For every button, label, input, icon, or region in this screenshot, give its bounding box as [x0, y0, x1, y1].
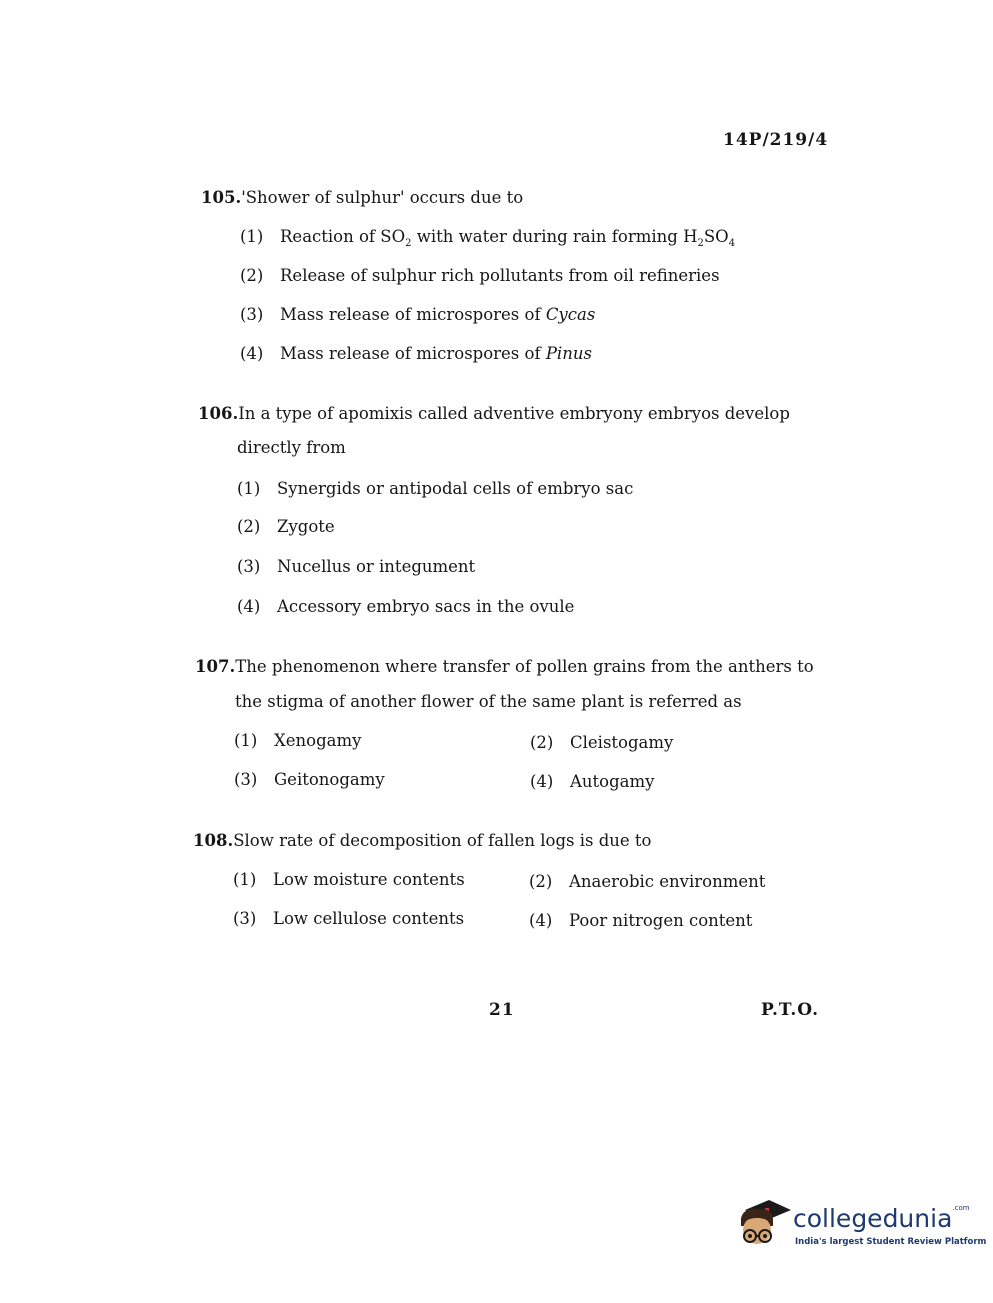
option-1 [237, 479, 633, 498]
option-number: (2) [529, 872, 553, 891]
brand-name: collegedunia [793, 1204, 953, 1233]
option-text: Cleistogamy [570, 733, 674, 752]
option-number: (1) [233, 870, 257, 889]
option-4 [529, 911, 752, 930]
option-1: (1) Reaction of $SO_2$ with water during rain forming $H_2SO_4$ [240, 227, 736, 249]
option-text: Release of sulphur rich pollutants from oil refineries [280, 266, 720, 285]
option-italic: Pinus [545, 344, 592, 363]
question-text: 'Shower of sulphur' occurs due to [241, 188, 524, 207]
option-number: (2) [530, 733, 554, 752]
option-number: (2) [237, 517, 261, 536]
option-text: Geitonogamy [274, 770, 385, 789]
question-text: In a type of apomixis called adventive embryony embryos develop [238, 404, 790, 423]
option-text: Anaerobic environment [569, 872, 766, 891]
option-number: (2) [240, 266, 264, 285]
option-number: (1) [234, 731, 258, 750]
question-number: 105. [201, 188, 242, 207]
page-number: 21 [489, 1000, 515, 1020]
option-text: Nucellus or integument [277, 557, 476, 576]
question-text: Slow rate of decomposition of fallen logs is due to [233, 831, 652, 850]
option-text: Zygote [277, 517, 335, 536]
option-1 [234, 731, 361, 750]
option-italic: Cycas [545, 305, 596, 324]
pto-label: P.T.O. [761, 1000, 819, 1020]
paper-code: 14P/219/4 [723, 130, 829, 150]
option-3 [237, 557, 475, 576]
option-text: Low cellulose contents [273, 909, 465, 928]
option-number: (4) [529, 911, 553, 930]
option-number: (3) [234, 770, 258, 789]
option-number: (4) [240, 344, 264, 363]
option-text: Synergids or antipodal cells of embryo sac [277, 479, 634, 498]
brand-tagline: India's largest Student Review Platform [795, 1237, 987, 1247]
question-text-continued: directly from [237, 438, 346, 457]
option-number: (3) [233, 909, 257, 928]
option-4 [240, 344, 592, 363]
option-number: (1) [237, 479, 261, 498]
option-4 [530, 772, 654, 791]
option-text: Xenogamy [274, 731, 362, 750]
option-number: (3) [240, 305, 264, 324]
option-number: (3) [237, 557, 261, 576]
option-1 [233, 870, 465, 889]
option-number: (4) [237, 597, 261, 616]
option-2 [240, 266, 720, 285]
question-number: 106. [198, 404, 239, 423]
option-4 [237, 597, 574, 616]
question-number: 108. [193, 831, 234, 850]
option-3 [240, 305, 595, 324]
option-text: Autogamy [570, 772, 655, 791]
option-text: Low moisture contents [273, 870, 465, 889]
brand-suffix: .com [952, 1204, 970, 1212]
question-text: The phenomenon where transfer of pollen grains from the anthers to [235, 657, 814, 676]
option-text: Mass release of microspores of [280, 305, 546, 324]
option-text: Mass release of microspores of [280, 344, 546, 363]
option-2 [237, 517, 335, 536]
mascot-icon [735, 1196, 793, 1258]
option-2 [529, 872, 765, 891]
option-text: Accessory embryo sacs in the ovule [277, 597, 575, 616]
question-number: 107. [195, 657, 236, 676]
option-3 [233, 909, 464, 928]
collegedunia-logo [735, 1196, 987, 1266]
option-number: (4) [530, 772, 554, 791]
option-number: (1) [240, 227, 264, 246]
question-text-continued: the stigma of another flower of the same plant is referred as [235, 692, 742, 711]
option-3 [234, 770, 385, 789]
option-text: Poor nitrogen content [569, 911, 753, 930]
option-2 [530, 733, 673, 752]
